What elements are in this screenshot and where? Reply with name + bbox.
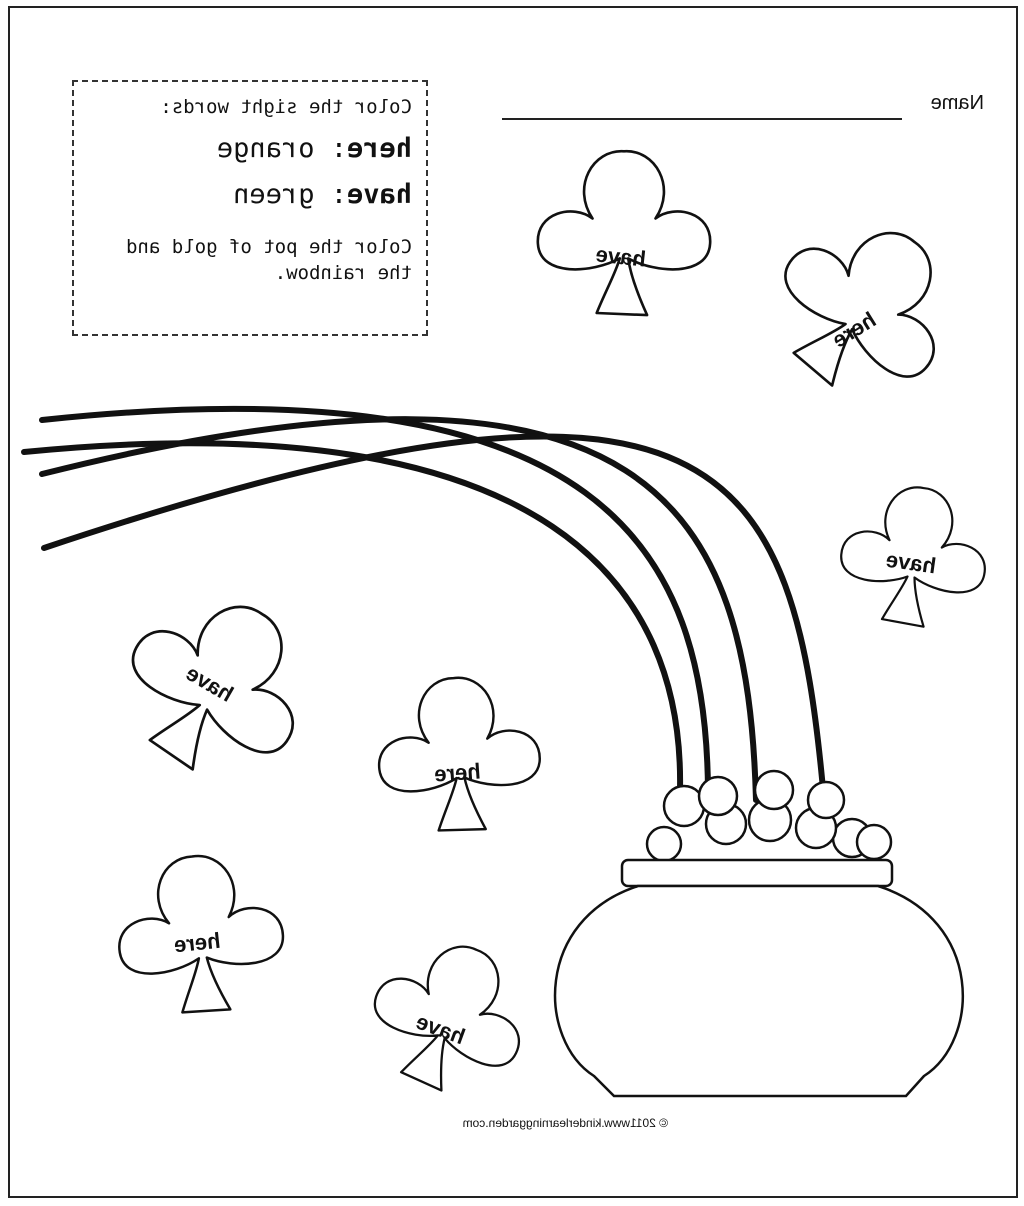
rainbow-arc [42, 409, 708, 790]
clover-word: have [884, 546, 938, 579]
clover-word: here [827, 306, 881, 353]
pot-of-gold [555, 771, 963, 1096]
clover [353, 921, 547, 1111]
clover-word: have [181, 660, 238, 707]
note-line-2: the rainbow. [274, 262, 412, 284]
key-colon: : [314, 179, 347, 210]
clover-word: have [412, 1008, 469, 1050]
clover [746, 189, 983, 424]
key-colon: : [314, 133, 347, 164]
note-line-1: Color the pot of gold and [126, 236, 412, 258]
key-color: green [233, 179, 315, 210]
clover-word: have [594, 241, 648, 272]
clover [373, 672, 544, 836]
pot-body [555, 886, 963, 1096]
key-word: here [346, 133, 412, 164]
key-color: orange [216, 133, 315, 164]
clover-word: here [172, 927, 222, 958]
clover-word: here [433, 758, 482, 787]
rainbow-arc [24, 443, 680, 790]
name-label: Name [930, 92, 984, 114]
key-word: have [346, 179, 412, 210]
gold-coins [647, 771, 891, 861]
pot-rim [622, 860, 892, 886]
copyright-credit: © 2011www.kinderlearninggarden.com [462, 1116, 668, 1130]
instruction-intro: Color the sight words: [160, 96, 412, 118]
clover [538, 151, 710, 315]
